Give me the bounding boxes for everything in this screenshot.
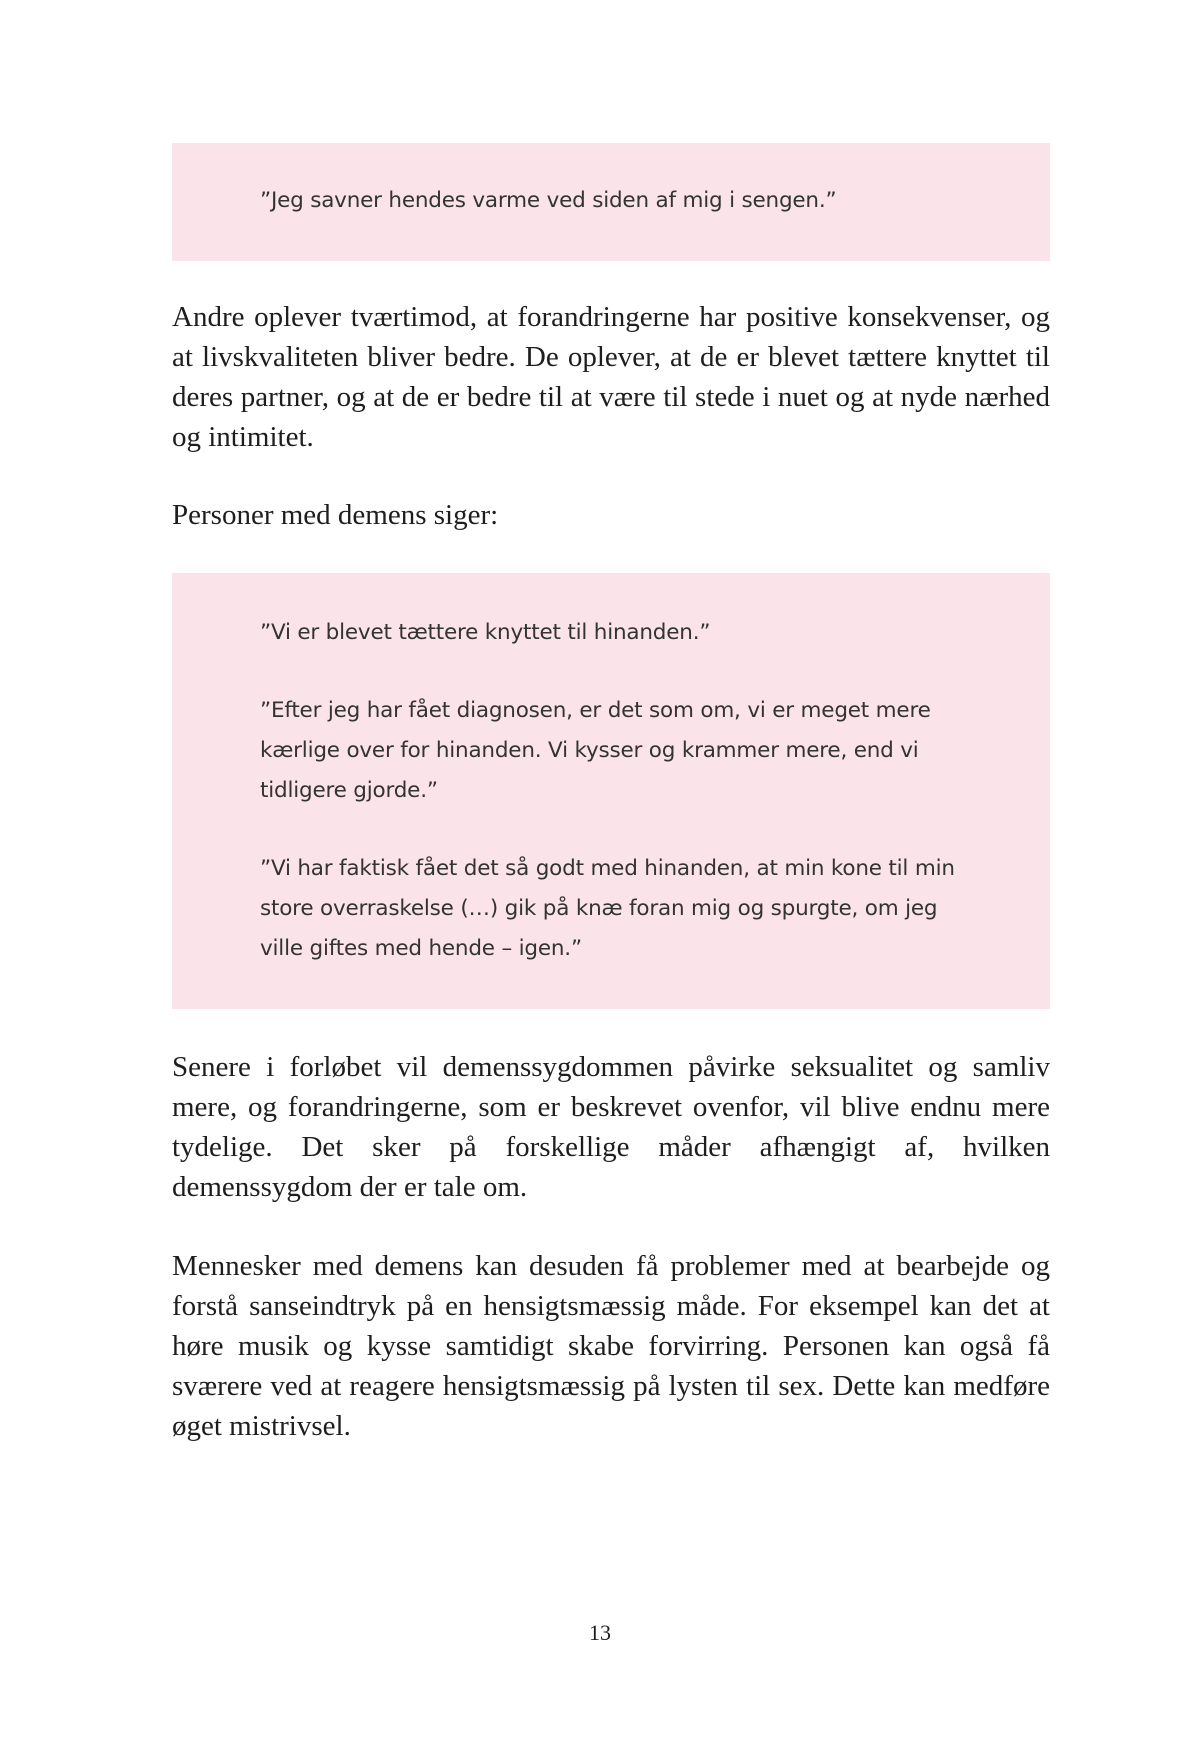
quote-box: [172, 143, 1050, 261]
page-number: 13: [589, 1620, 611, 1645]
quote-text: ”Vi har faktisk fået det så godt med hinanden, at min kone til min store overraskelse (…) gik på knæ foran mig og spurgte, om jeg ville giftes med hende – igen.”: [260, 856, 955, 961]
quote-text: ”Vi er blevet tættere knyttet til hinanden.”: [260, 620, 711, 645]
body-paragraph: Mennesker med demens kan desuden få problemer med at bearbejde og forstå sanseindtryk på en hensigtsmæssig måde. For eksempel kan det at høre musik og kysse samtidigt skabe forvirring. Personen kan også få sværere ved at reagere hensigtsmæssig på lysten til sex. Dette kan medføre øget mistrivsel.: [172, 1250, 1050, 1442]
body-paragraph: Andre oplever tværtimod, at forandringerne har positive konsekvenser, og at livskvaliteten bliver bedre. De oplever, at de er blevet tættere knyttet til deres partner, og at de er bedre til at være til stede i nuet og at nyde nærhed og intimitet.: [172, 301, 1050, 453]
quote-box: [172, 573, 1050, 1009]
body-paragraph: Personer med demens siger:: [172, 499, 499, 531]
quote-text: ”Efter jeg har fået diagnosen, er det som om, vi er meget mere kærlige over for hinanden. Vi kysser og krammer mere, end vi tidligere gjorde.”: [260, 698, 931, 803]
quote-text: ”Jeg savner hendes varme ved siden af mig i sengen.”: [260, 188, 837, 213]
body-paragraph: Senere i forløbet vil demenssygdommen påvirke seksualitet og samliv mere, og forandringerne, som er beskrevet ovenfor, vil blive endnu mere tydelige. Det sker på forskellige måder afhængigt af, hvilken demenssygdom der er tale om.: [172, 1051, 1050, 1203]
page-content: [172, 143, 1050, 1446]
